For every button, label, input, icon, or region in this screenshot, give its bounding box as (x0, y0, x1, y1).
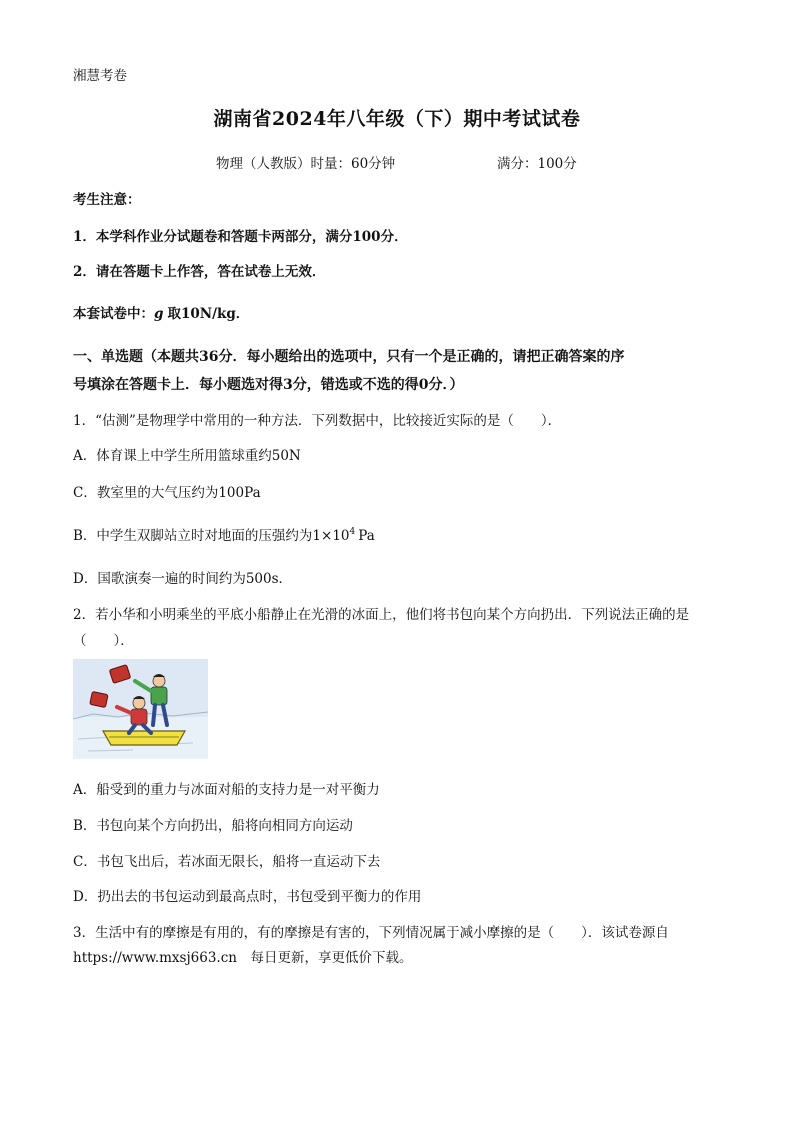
q1-option-b (73, 524, 375, 544)
subject-duration: 物理（人教版）时量：60分钟 (216, 156, 396, 172)
child-body-1 (151, 687, 167, 705)
flying-bag-2 (90, 691, 108, 707)
q1-option-c: C．教室里的大气压约为100Pa (73, 485, 261, 501)
page-title: 湖南省2024年八年级（下）期中考试试卷 (213, 108, 581, 130)
q2-stem-line2: （ ）． (73, 633, 134, 649)
q1-stem: 1．“估测”是物理学中常用的一种方法．下列数据中，比较接近实际的是（ ）． (73, 413, 562, 429)
q1-option-b-prefix: B．中学生双脚站立时对地面的压强约为 (73, 528, 313, 544)
q2-stem-line1: 2．若小华和小明乘坐的平底小船静止在光滑的冰面上，他们将书包向某个方向扔出．下列说法正确的是 (73, 607, 690, 623)
q1-option-b-base: 1×10 (312, 528, 350, 544)
q1-option-b-exponent: 4 (349, 527, 356, 537)
boat-on-ice-illustration (73, 659, 208, 759)
q1-option-b-unit: Pa (358, 528, 375, 544)
g-note (73, 302, 249, 322)
notice-heading: 考生注意： (73, 192, 141, 208)
notice-item-2: 2．请在答题卡上作答，答在试卷上无效． (73, 264, 326, 280)
header-tag: 湘慧考卷 (73, 68, 127, 84)
q1-option-d: D．国歌演奏一遍的时间约为500s． (73, 571, 293, 587)
q2-option-a: A．船受到的重力与冰面对船的支持力是一对平衡力 (73, 782, 380, 798)
section1-line2: 号填涂在答题卡上．每小题选对得3分，错选或不选的得0分．） (73, 377, 464, 393)
q2-illustration (73, 659, 208, 759)
q3-stem-line2: https://www.mxsj663.cn 每日更新，享更低价下载。 (73, 950, 413, 966)
q1-option-a: A．体育课上中学生所用篮球重约50N (73, 448, 301, 464)
g-note-suffix: 取10N/kg． (167, 306, 250, 322)
q2-option-d: D．扔出去的书包运动到最高点时，书包受到平衡力的作用 (73, 889, 422, 905)
child-body-2 (131, 709, 147, 725)
full-score: 满分：100分 (497, 156, 577, 172)
section1-line1: 一、单选题（本题共36分．每小题给出的选项中，只有一个是正确的，请把正确答案的序 (73, 349, 625, 365)
q2-option-c: C．书包飞出后，若冰面无限长，船将一直运动下去 (73, 854, 381, 870)
boat (103, 731, 185, 745)
notice-item-1: 1．本学科作业分试题卷和答题卡两部分，满分100分． (73, 229, 408, 245)
g-symbol: g (154, 306, 164, 322)
q3-stem-line1: 3．生活中有的摩擦是有用的，有的摩擦是有害的，下列情况属于减小摩擦的是（ ）．该试卷源自 (73, 925, 669, 941)
g-note-prefix: 本套试卷中： (73, 306, 154, 322)
q2-option-b: B．书包向某个方向扔出，船将向相同方向运动 (73, 818, 353, 834)
